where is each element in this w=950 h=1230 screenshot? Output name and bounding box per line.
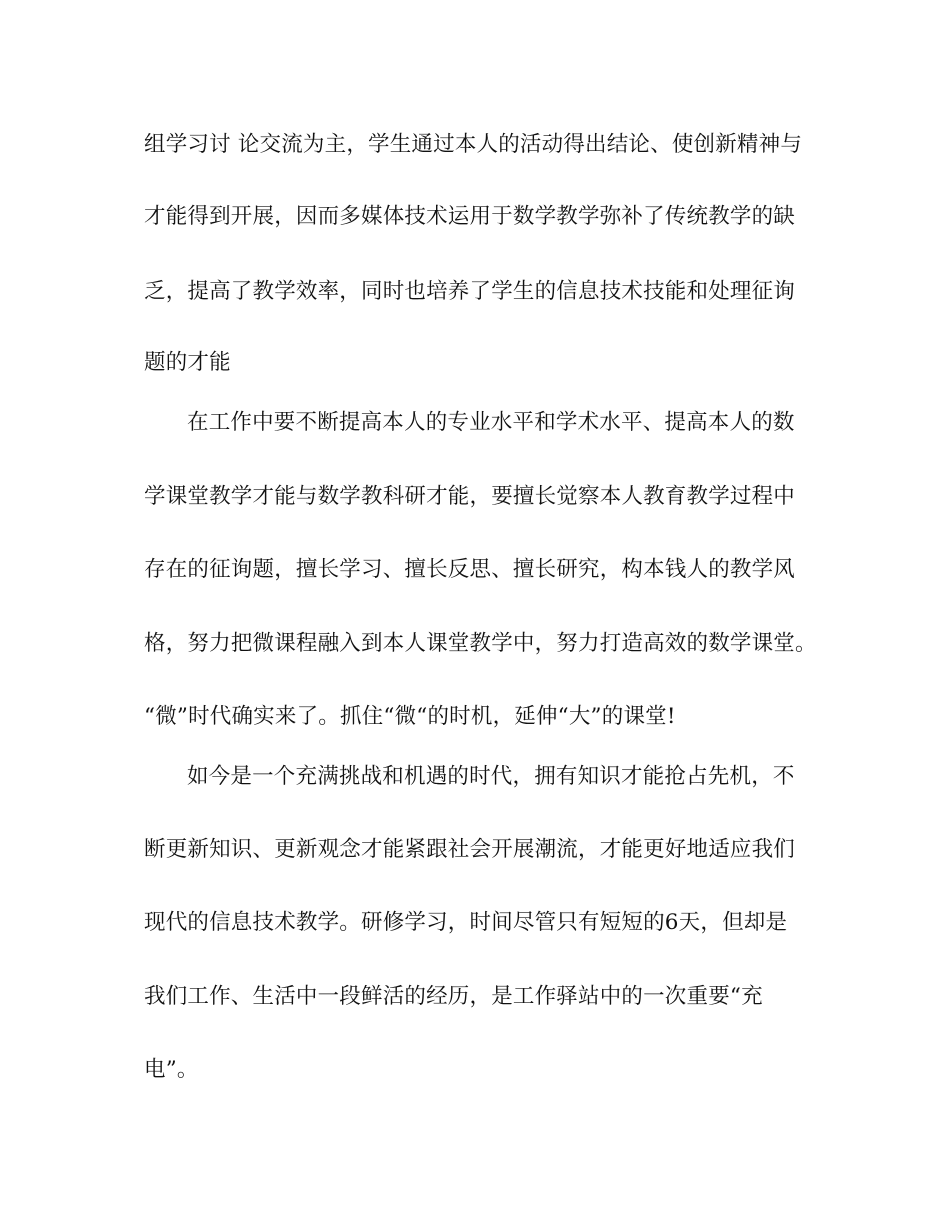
text-line-14: 电”。 bbox=[144, 1057, 199, 1082]
text-line-9: “微”时代确实来了。抓住“微“的时机，延伸“大”的课堂! bbox=[144, 704, 676, 729]
text-line-8: 格，努力把微课程融入到本人课堂教学中，努力打造高效的数学课堂。 bbox=[144, 631, 817, 656]
text-line-1: 组学习讨 论交流为主，学生通过本人的活动得出结论、使创新精神与 bbox=[144, 132, 803, 157]
text-line-7: 存在的征询题，擅长学习、擅长反思、擅长研究，构本钱人的教学风 bbox=[144, 557, 796, 582]
text-line-5: 在工作中要不断提高本人的专业水平和学术水平、提高本人的数 bbox=[187, 410, 795, 435]
text-line-11: 断更新知识、更新观念才能紧跟社会开展潮流，才能更好地适应我们 bbox=[144, 837, 796, 862]
text-line-3: 乏，提高了教学效率，同时也培养了学生的信息技术技能和处理征询 bbox=[144, 279, 796, 304]
text-line-12: 现代的信息技术教学。研修学习，时间尽管只有短短的6天，但却是 bbox=[144, 910, 788, 935]
text-line-2: 才能得到开展，因而多媒体技术运用于数学教学弥补了传统教学的缺 bbox=[144, 204, 796, 229]
text-line-13: 我们工作、生活中一段鲜活的经历，是工作驿站中的一次重要“充 bbox=[144, 984, 763, 1009]
text-line-10: 如今是一个充满挑战和机遇的时代，拥有知识才能抢占先机，不 bbox=[187, 764, 795, 789]
text-line-4: 题的才能 bbox=[144, 350, 231, 375]
text-line-6: 学课堂教学才能与数学教科研才能，要擅长觉察本人教育教学过程中 bbox=[144, 484, 796, 509]
